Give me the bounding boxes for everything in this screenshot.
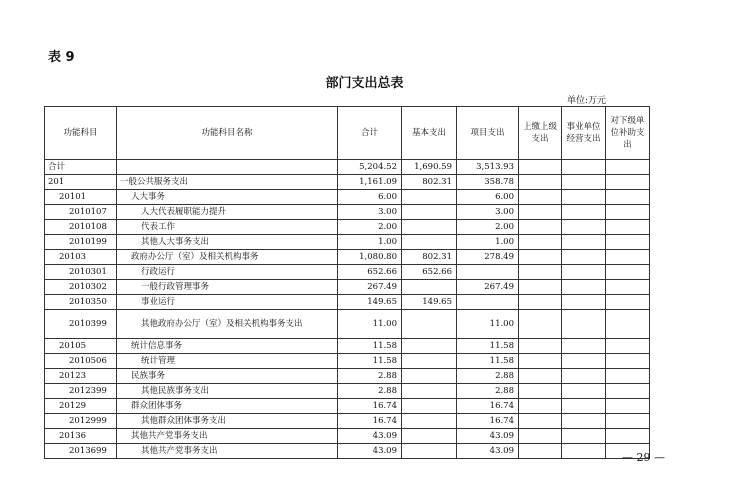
cell-basic: 802.31 bbox=[402, 250, 457, 265]
cell-basic bbox=[402, 220, 457, 235]
cell-code: 2010399 bbox=[45, 310, 117, 339]
cell-business bbox=[562, 175, 606, 190]
cell-code: 合计 bbox=[45, 160, 117, 175]
cell-name: 统计信息事务 bbox=[117, 339, 338, 354]
cell-upper bbox=[519, 369, 562, 384]
cell-project bbox=[457, 295, 519, 310]
table-row bbox=[45, 310, 650, 339]
cell-name: 事业运行 bbox=[117, 295, 338, 310]
cell-subsidy bbox=[606, 280, 650, 295]
cell-code: 2010301 bbox=[45, 265, 117, 280]
header-total: 合计 bbox=[338, 107, 402, 160]
cell-code: 2012999 bbox=[45, 414, 117, 429]
cell-code: 2010199 bbox=[45, 235, 117, 250]
header-row bbox=[45, 107, 650, 160]
table-row bbox=[45, 354, 650, 369]
cell-upper bbox=[519, 399, 562, 414]
cell-business bbox=[562, 310, 606, 339]
cell-project: 3,513.93 bbox=[457, 160, 519, 175]
cell-project: 3.00 bbox=[457, 205, 519, 220]
cell-upper bbox=[519, 250, 562, 265]
unit-label: 单位:万元 bbox=[567, 96, 607, 106]
cell-upper bbox=[519, 310, 562, 339]
cell-subsidy bbox=[606, 160, 650, 175]
cell-upper bbox=[519, 444, 562, 459]
cell-upper bbox=[519, 175, 562, 190]
cell-business bbox=[562, 220, 606, 235]
cell-code: 2010350 bbox=[45, 295, 117, 310]
cell-name: 行政运行 bbox=[117, 265, 338, 280]
header-business: 事业单位经营支出 bbox=[562, 107, 606, 160]
cell-project: 16.74 bbox=[457, 414, 519, 429]
cell-project: 2.88 bbox=[457, 384, 519, 399]
cell-business bbox=[562, 354, 606, 369]
cell-business bbox=[562, 295, 606, 310]
cell-upper bbox=[519, 265, 562, 280]
cell-subsidy bbox=[606, 220, 650, 235]
cell-subsidy bbox=[606, 295, 650, 310]
cell-name: 一般公共服务支出 bbox=[117, 175, 338, 190]
header-upper: 上缴上级支出 bbox=[519, 107, 562, 160]
cell-code: 201 bbox=[45, 175, 117, 190]
cell-code: 20123 bbox=[45, 369, 117, 384]
cell-code: 20101 bbox=[45, 190, 117, 205]
cell-total: 652.66 bbox=[338, 265, 402, 280]
cell-upper bbox=[519, 235, 562, 250]
header-name: 功能科目名称 bbox=[117, 107, 338, 160]
cell-project: 267.49 bbox=[457, 280, 519, 295]
cell-project: 11.58 bbox=[457, 354, 519, 369]
cell-subsidy bbox=[606, 399, 650, 414]
cell-subsidy bbox=[606, 250, 650, 265]
cell-code: 20136 bbox=[45, 429, 117, 444]
cell-subsidy bbox=[606, 175, 650, 190]
cell-basic bbox=[402, 429, 457, 444]
cell-total: 43.09 bbox=[338, 444, 402, 459]
table-row bbox=[45, 384, 650, 399]
cell-project: 11.00 bbox=[457, 310, 519, 339]
cell-basic: 1,690.59 bbox=[402, 160, 457, 175]
table-row bbox=[45, 399, 650, 414]
cell-basic bbox=[402, 354, 457, 369]
cell-subsidy bbox=[606, 414, 650, 429]
cell-business bbox=[562, 399, 606, 414]
cell-total: 1.00 bbox=[338, 235, 402, 250]
cell-business bbox=[562, 369, 606, 384]
table-label: 表 9 bbox=[48, 50, 75, 65]
cell-total: 11.58 bbox=[338, 339, 402, 354]
cell-name: 其他政府办公厅（室）及相关机构事务支出 bbox=[117, 310, 338, 339]
cell-total: 11.00 bbox=[338, 310, 402, 339]
cell-name: 其他人大事务支出 bbox=[117, 235, 338, 250]
cell-name: 其他共产党事务支出 bbox=[117, 444, 338, 459]
cell-total: 2.88 bbox=[338, 369, 402, 384]
cell-total: 267.49 bbox=[338, 280, 402, 295]
cell-name: 群众团体事务 bbox=[117, 399, 338, 414]
cell-code: 2010506 bbox=[45, 354, 117, 369]
cell-business bbox=[562, 429, 606, 444]
cell-basic bbox=[402, 310, 457, 339]
table-row bbox=[45, 235, 650, 250]
cell-name: 其他民族事务支出 bbox=[117, 384, 338, 399]
cell-subsidy bbox=[606, 429, 650, 444]
cell-name: 一般行政管理事务 bbox=[117, 280, 338, 295]
table-row bbox=[45, 205, 650, 220]
cell-basic bbox=[402, 384, 457, 399]
cell-total: 2.88 bbox=[338, 384, 402, 399]
cell-basic bbox=[402, 235, 457, 250]
cell-upper bbox=[519, 429, 562, 444]
cell-total: 16.74 bbox=[338, 414, 402, 429]
cell-total: 1,080.80 bbox=[338, 250, 402, 265]
cell-name: 人大事务 bbox=[117, 190, 338, 205]
cell-name: 民族事务 bbox=[117, 369, 338, 384]
page-number: — 29 — bbox=[622, 451, 665, 464]
cell-project: 1.00 bbox=[457, 235, 519, 250]
cell-subsidy bbox=[606, 235, 650, 250]
cell-upper bbox=[519, 295, 562, 310]
cell-business bbox=[562, 160, 606, 175]
cell-name: 其他共产党事务支出 bbox=[117, 429, 338, 444]
cell-upper bbox=[519, 414, 562, 429]
cell-code: 2010302 bbox=[45, 280, 117, 295]
cell-upper bbox=[519, 354, 562, 369]
cell-upper bbox=[519, 205, 562, 220]
cell-code: 2010107 bbox=[45, 205, 117, 220]
cell-business bbox=[562, 235, 606, 250]
cell-project: 2.88 bbox=[457, 369, 519, 384]
table-row bbox=[45, 444, 650, 459]
cell-project: 16.74 bbox=[457, 399, 519, 414]
cell-total: 149.65 bbox=[338, 295, 402, 310]
cell-project: 358.78 bbox=[457, 175, 519, 190]
header-subsidy: 对下级单位补助支出 bbox=[606, 107, 650, 160]
cell-basic bbox=[402, 369, 457, 384]
cell-subsidy bbox=[606, 354, 650, 369]
table-row bbox=[45, 295, 650, 310]
cell-total: 16.74 bbox=[338, 399, 402, 414]
cell-business bbox=[562, 444, 606, 459]
cell-total: 6.00 bbox=[338, 190, 402, 205]
table-row bbox=[45, 175, 650, 190]
cell-name: 人大代表履职能力提升 bbox=[117, 205, 338, 220]
cell-subsidy bbox=[606, 205, 650, 220]
cell-total: 2.00 bbox=[338, 220, 402, 235]
cell-upper bbox=[519, 160, 562, 175]
cell-project: 6.00 bbox=[457, 190, 519, 205]
cell-subsidy bbox=[606, 384, 650, 399]
cell-subsidy bbox=[606, 190, 650, 205]
table-row bbox=[45, 190, 650, 205]
cell-code: 20103 bbox=[45, 250, 117, 265]
expenditure-table bbox=[44, 106, 650, 459]
cell-code: 2013699 bbox=[45, 444, 117, 459]
cell-code: 20105 bbox=[45, 339, 117, 354]
cell-business bbox=[562, 280, 606, 295]
cell-basic bbox=[402, 414, 457, 429]
cell-business bbox=[562, 265, 606, 280]
table-row bbox=[45, 220, 650, 235]
cell-name: 代表工作 bbox=[117, 220, 338, 235]
cell-total: 43.09 bbox=[338, 429, 402, 444]
cell-total: 1,161.09 bbox=[338, 175, 402, 190]
cell-subsidy bbox=[606, 339, 650, 354]
cell-name: 政府办公厅（室）及相关机构事务 bbox=[117, 250, 338, 265]
table-row bbox=[45, 414, 650, 429]
cell-business bbox=[562, 190, 606, 205]
cell-business bbox=[562, 250, 606, 265]
cell-business bbox=[562, 339, 606, 354]
cell-subsidy bbox=[606, 265, 650, 280]
table-body bbox=[45, 160, 650, 459]
cell-basic bbox=[402, 399, 457, 414]
cell-upper bbox=[519, 220, 562, 235]
header-code: 功能科目 bbox=[45, 107, 117, 160]
cell-code: 2010108 bbox=[45, 220, 117, 235]
cell-upper bbox=[519, 339, 562, 354]
table-row bbox=[45, 250, 650, 265]
cell-name: 统计管理 bbox=[117, 354, 338, 369]
cell-business bbox=[562, 205, 606, 220]
cell-project bbox=[457, 265, 519, 280]
cell-project: 43.09 bbox=[457, 444, 519, 459]
cell-project: 43.09 bbox=[457, 429, 519, 444]
cell-basic bbox=[402, 280, 457, 295]
cell-project: 278.49 bbox=[457, 250, 519, 265]
cell-code: 20129 bbox=[45, 399, 117, 414]
cell-total: 5,204.52 bbox=[338, 160, 402, 175]
cell-project: 2.00 bbox=[457, 220, 519, 235]
cell-basic bbox=[402, 444, 457, 459]
cell-basic: 149.65 bbox=[402, 295, 457, 310]
cell-upper bbox=[519, 384, 562, 399]
cell-subsidy bbox=[606, 369, 650, 384]
table-row bbox=[45, 160, 650, 175]
cell-basic: 802.31 bbox=[402, 175, 457, 190]
cell-business bbox=[562, 384, 606, 399]
header-basic: 基本支出 bbox=[402, 107, 457, 160]
table-row bbox=[45, 339, 650, 354]
cell-name: 其他群众团体事务支出 bbox=[117, 414, 338, 429]
cell-basic bbox=[402, 205, 457, 220]
cell-name bbox=[117, 160, 338, 175]
cell-upper bbox=[519, 190, 562, 205]
cell-total: 11.58 bbox=[338, 354, 402, 369]
cell-subsidy bbox=[606, 310, 650, 339]
table-row bbox=[45, 429, 650, 444]
cell-upper bbox=[519, 280, 562, 295]
cell-basic bbox=[402, 339, 457, 354]
table-row bbox=[45, 265, 650, 280]
cell-business bbox=[562, 414, 606, 429]
cell-code: 2012399 bbox=[45, 384, 117, 399]
cell-basic: 652.66 bbox=[402, 265, 457, 280]
header-project: 项目支出 bbox=[457, 107, 519, 160]
page-title: 部门支出总表 bbox=[325, 76, 404, 91]
cell-basic bbox=[402, 190, 457, 205]
table-row bbox=[45, 369, 650, 384]
table-row bbox=[45, 280, 650, 295]
cell-total: 3.00 bbox=[338, 205, 402, 220]
cell-project: 11.58 bbox=[457, 339, 519, 354]
